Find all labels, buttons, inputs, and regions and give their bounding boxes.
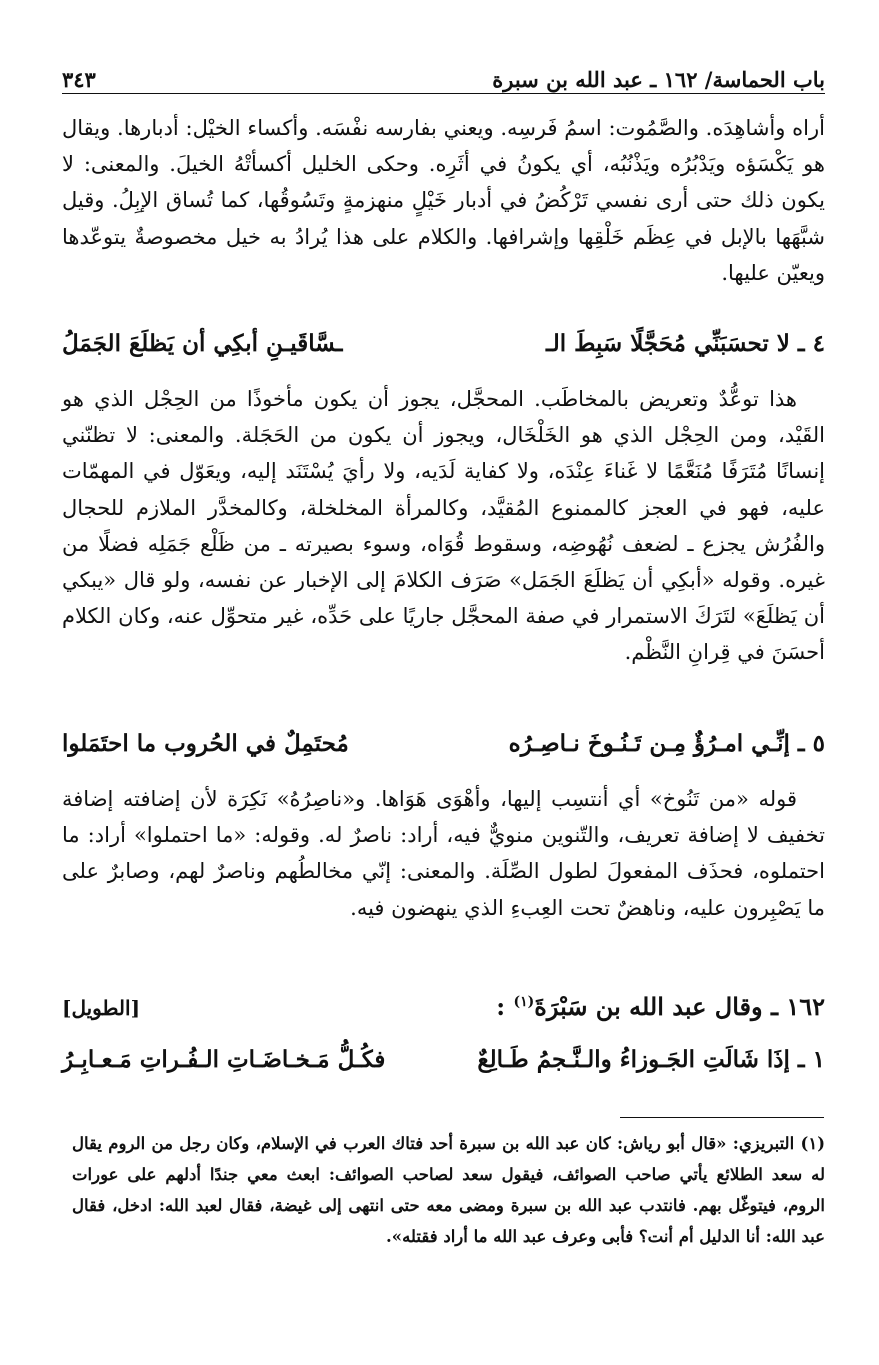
verse-1: [62, 1046, 825, 1086]
footnote: [72, 1128, 825, 1252]
verse-1-second-hemistich: فكُـلُّ مَـخـاضَـاتِ الـفُـراتِ مَـعـابِـرُ: [62, 1046, 386, 1073]
meter-label: [الطويل]: [62, 996, 141, 1020]
intro-paragraph: أراه وأشاهِدَه. والصَّمُوت: اسمُ فَرسِه. ويعني بفارسه نفْسَه. وأكساء الخيْل: أدبارها. ويقال هو يَكْسَؤه ويَدْبُرُه ويَذْنُبُه، أي يكونُ في أثَرِه. وحكى الخليل أكسأتْهُ الخيلَ. والمعنى: لا يكون ذلك حتى أرى نفسي تَرْكُضُ في أدبار خَيْلٍ منهزمةٍ وتَسُوقُها، كما تُساق الإبِلُ. وقيل شبَّهَها بالإبل في عِظَم خَلْقِها وإشرافها. والكلام على هذا يُرادُ به خيل مخصوصةٌ يتوعّدها ويعيّن عليها.: [62, 116, 825, 285]
verse-5-first-hemistich: ٥ ـ إنِّـي امـرُؤٌ مِـن تَـنُـوخَ نـاصِـرُه: [508, 730, 825, 757]
intro-paragraph-block: [62, 110, 825, 291]
verse-4-second-hemistich: ـسَّاقَيـنِ أبكِي أن يَظلَعَ الجَمَلُ: [62, 330, 343, 357]
verse-5: [62, 730, 825, 770]
section-footnote-marker: (١): [513, 994, 535, 1010]
footnote-text: التبريزي: «قال أبو رياش: كان عبد الله بن سبرة أحد فتاك العرب في الإسلام، وكان رجل من الروم يقال له سعد الطلائع يأتي صاحب الصوائف، فيقول سعد لصاحب الصوائف: ابعث معي جندًا أدلهم على عورات الروم، فيتوغّل بهم. فانتدب عبد الله بن سبرة ومضى معه حتى انتهى إلى غيضة، فقال لعبد الله: ادخل، فقال عبد الله: أنا الدليل أم أنت؟ فأبى وعرف عبد الله ما أراد فقتله».: [72, 1134, 825, 1246]
footnote-rule: [620, 1117, 824, 1118]
running-title: باب الحماسة/ ١٦٢ ـ عبد الله بن سبرة: [492, 67, 825, 92]
verse-5-second-hemistich: مُحتَمِلٌ في الحُروب ما احتَمَلوا: [62, 730, 349, 757]
footnote-number: (١): [800, 1134, 825, 1153]
verse-4-commentary: هذا توعُّدٌ وتعريض بالمخاطَب. المحجَّل، يجوز أن يكون مأخوذًا من الحِجْل الذي هو القَيْد، ومن الحِجْل الذي هو الخَلْخَال، ويجوز أن يكون من الحَجَلة. والمعنى: لا تظنّني إنسانًا مُتَرَفًا مُنَعَّمًا لا غَناءَ عِنْدَه، ولا كفاية لَدَيه، ولا رأيَ يُسْتَنَد إليه، ويعَوّل في المهمّات عليه، فهو في العجز كالممنوع المُقيَّد، وكالمرأة المخلخلة، وكالمخدَّر الملازم للحجال والفُرُش يجزع ـ لضعف نُهُوضِه، وسقوط قُوَاه، وسوء بصيرته ـ من ظَلْع جَمَلِه فضلًا من غيره. وقوله «أبكِي أن يَظلَعَ الجَمَل» صَرَف الكلامَ إلى الإخبار عن نفسه، ولو قال «يبكي أن يَظلَعَ» لتَرَكَ الاستمرار في صفة المحجَّل جاريًا على حَدِّه، غير متحوِّل عنه، وكان الكلام أحسَنَ في قِرانِ النَّظْم.: [62, 387, 825, 665]
running-header: [62, 58, 825, 92]
verse-4-commentary-block: [62, 381, 825, 671]
page-number: ٣٤٣: [62, 67, 96, 92]
section-title: ١٦٢ ـ وقال عبد الله بن سَبْرَةَ: [534, 992, 825, 1021]
verse-5-commentary-block: [62, 781, 825, 926]
header-rule: [62, 93, 825, 94]
verse-5-commentary: قوله «من تَنُوخ» أي أنتسِب إليها، وأهْوَى هَوَاها. و«ناصِرُهُ» نَكِرَة لأن إضافته إضافة تخفيف لا إضافة تعريف، والتّنوين منويٌّ فيه، أراد: ناصرٌ له. وقوله: «ما احتملوا» أراد: ما احتملوه، فحذَف المفعولَ لطول الصِّلَة. والمعنى: إنّي مخالطُهم وناصرٌ لهم، وصابرٌ على ما يَصْبِرون عليه، وناهضٌ تحت العِبءِ الذي ينهضون فيه.: [62, 787, 825, 920]
section-colon: :: [496, 992, 506, 1021]
verse-4-first-hemistich: ٤ ـ لا تحسَبَنِّي مُحَجَّلًا سَبِطَ الـ: [546, 330, 825, 357]
verse-4: [62, 330, 825, 370]
verse-1-first-hemistich: ١ ـ إذَا شَالَتِ الجَـوزاءُ والـنَّـجمُ طَـالِعٌ: [477, 1046, 825, 1073]
section-heading: [62, 992, 825, 1021]
